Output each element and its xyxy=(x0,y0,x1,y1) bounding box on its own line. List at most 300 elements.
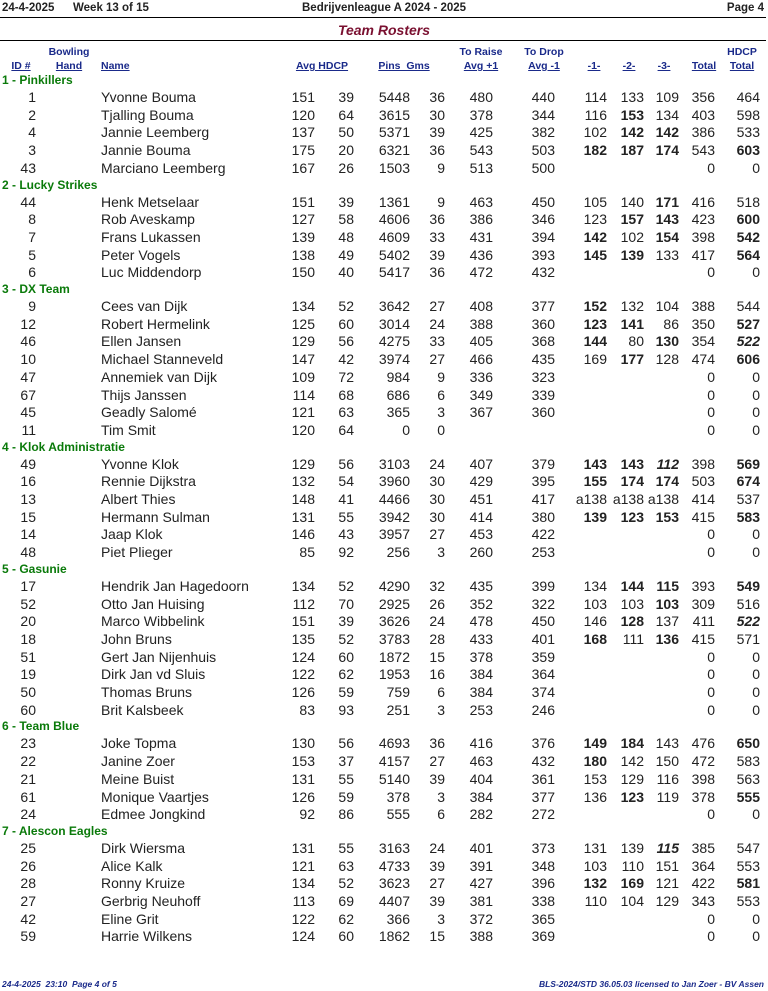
cell-g3: 119 xyxy=(656,788,679,805)
cell-g2: 187 xyxy=(620,142,644,159)
cell-name: Rob Aveskamp xyxy=(101,211,195,228)
cell-drop: 346 xyxy=(531,211,555,228)
cell-htotal: 555 xyxy=(736,788,760,805)
cell-id: 15 xyxy=(20,508,36,525)
player-row xyxy=(0,596,768,614)
cell-name: Piet Plieger xyxy=(101,544,173,561)
cell-avg: 134 xyxy=(291,298,315,314)
player-row xyxy=(0,858,768,876)
cell-pins: 1862 xyxy=(378,928,410,945)
cell-htotal: 533 xyxy=(736,124,760,141)
cell-total: 503 xyxy=(691,473,715,490)
cell-drop: 364 xyxy=(531,666,555,683)
cell-pins: 3783 xyxy=(378,630,410,647)
cell-avg: 120 xyxy=(291,106,315,123)
cell-htotal: 516 xyxy=(736,595,760,612)
cell-total: 0 xyxy=(707,666,715,683)
cell-raise: 384 xyxy=(469,788,493,805)
cell-hdcp: 39 xyxy=(338,193,354,210)
cell-name: Alice Kalk xyxy=(101,857,163,874)
cell-raise: 513 xyxy=(469,159,493,176)
cell-drop: 382 xyxy=(531,124,555,141)
cell-g1: 132 xyxy=(583,875,607,892)
cell-gms: 9 xyxy=(437,368,445,385)
cell-drop: 360 xyxy=(531,404,555,421)
cell-pins: 3626 xyxy=(378,613,410,630)
cell-name: Joke Topma xyxy=(101,735,177,752)
cell-id: 51 xyxy=(20,648,36,665)
cell-g2: 110 xyxy=(621,857,644,874)
cell-pins: 1953 xyxy=(378,666,410,683)
cell-name: Hermann Sulman xyxy=(101,508,210,525)
cell-hdcp: 69 xyxy=(338,893,354,909)
cell-name: Robert Hermelink xyxy=(101,315,210,332)
cell-g2: 139 xyxy=(620,839,644,856)
cell-name: Luc Middendorp xyxy=(101,264,202,281)
cell-raise: 427 xyxy=(469,875,493,892)
cell-drop: 253 xyxy=(531,544,555,561)
cell-id: 42 xyxy=(20,910,36,927)
cell-pins: 4290 xyxy=(378,577,410,594)
cell-raise: 381 xyxy=(469,893,493,909)
cell-id: 26 xyxy=(20,857,36,874)
cell-gms: 3 xyxy=(437,788,445,805)
cell-hdcp: 48 xyxy=(338,228,354,245)
cell-g1: 114 xyxy=(584,89,607,105)
cell-pins: 1872 xyxy=(378,648,410,665)
cell-drop: 377 xyxy=(531,788,555,805)
cell-name: Dirk Jan vd Sluis xyxy=(101,666,206,683)
cell-gms: 27 xyxy=(429,351,445,368)
cell-id: 6 xyxy=(28,264,36,281)
player-row xyxy=(0,840,768,858)
cell-hdcp: 49 xyxy=(338,246,354,263)
cell-htotal: 542 xyxy=(736,228,760,245)
player-row xyxy=(0,875,768,893)
col-game-2: -2- xyxy=(622,60,636,72)
player-row xyxy=(0,229,768,247)
player-row xyxy=(0,666,768,684)
cell-g2: 80 xyxy=(628,333,644,350)
cell-raise: 466 xyxy=(469,351,493,368)
cell-total: 0 xyxy=(707,368,715,385)
cell-name: Tjalling Bouma xyxy=(101,106,194,123)
cell-total: 398 xyxy=(691,770,715,787)
cell-htotal: 0 xyxy=(752,928,760,945)
cell-drop: 394 xyxy=(531,228,555,245)
cell-total: 0 xyxy=(707,264,715,281)
col-bowling-top: Bowling xyxy=(48,46,90,58)
cell-gms: 27 xyxy=(429,298,445,314)
cell-drop: 395 xyxy=(531,473,555,490)
cell-gms: 6 xyxy=(437,684,445,700)
col-drop-top: To Drop xyxy=(524,46,564,58)
cell-avg: 131 xyxy=(291,508,315,525)
cell-raise: 404 xyxy=(469,770,493,787)
cell-id: 13 xyxy=(20,491,36,507)
cell-drop: 396 xyxy=(531,875,555,892)
cell-htotal: 547 xyxy=(736,839,760,856)
cell-htotal: 0 xyxy=(752,264,760,281)
cell-gms: 32 xyxy=(429,577,445,594)
cell-hdcp: 63 xyxy=(338,404,354,421)
cell-raise: 429 xyxy=(469,473,493,490)
cell-drop: 322 xyxy=(531,595,555,612)
cell-name: Dirk Wiersma xyxy=(101,839,185,856)
header-rule xyxy=(0,17,766,18)
cell-gms: 0 xyxy=(437,421,445,438)
cell-total: 0 xyxy=(707,928,715,945)
cell-total: 474 xyxy=(691,351,715,368)
cell-g2: 133 xyxy=(620,89,644,105)
cell-g2: 103 xyxy=(620,595,644,612)
player-row xyxy=(0,124,768,142)
cell-id: 24 xyxy=(20,806,36,823)
cell-raise: 451 xyxy=(469,491,493,507)
team-header: 5 - Gasunie xyxy=(2,561,67,576)
cell-id: 47 xyxy=(20,368,36,385)
cell-g2: 104 xyxy=(620,893,644,909)
cell-hdcp: 62 xyxy=(338,666,354,683)
cell-gms: 27 xyxy=(429,526,445,543)
cell-id: 25 xyxy=(20,839,36,856)
cell-name: Yvonne Bouma xyxy=(101,89,196,105)
cell-g1: 105 xyxy=(583,193,607,210)
cell-name: Geadly Salomé xyxy=(101,404,197,421)
cell-avg: 139 xyxy=(291,228,315,245)
cell-g3: 129 xyxy=(655,893,679,909)
cell-id: 10 xyxy=(20,351,36,368)
cell-g3: 115 xyxy=(656,577,679,594)
cell-gms: 9 xyxy=(437,193,445,210)
cell-htotal: 0 xyxy=(752,421,760,438)
player-row xyxy=(0,684,768,702)
cell-name: Janine Zoer xyxy=(101,753,175,770)
cell-name: Edmee Jongkind xyxy=(101,806,206,823)
cell-raise: 472 xyxy=(469,264,493,281)
cell-raise: 336 xyxy=(469,368,493,385)
cell-id: 14 xyxy=(20,526,36,543)
cell-total: 423 xyxy=(691,211,715,228)
cell-avg: 131 xyxy=(291,770,315,787)
cell-avg: 151 xyxy=(291,193,315,210)
player-row xyxy=(0,298,768,316)
cell-id: 19 xyxy=(20,666,36,683)
cell-gms: 24 xyxy=(429,315,445,332)
cell-raise: 433 xyxy=(469,630,493,647)
col-hdcp-total: Total xyxy=(729,60,755,72)
cell-g1: 155 xyxy=(583,473,607,490)
cell-id: 21 xyxy=(20,770,36,787)
cell-htotal: 598 xyxy=(736,106,760,123)
cell-hdcp: 60 xyxy=(338,315,354,332)
cell-name: Albert Thies xyxy=(101,491,176,507)
cell-htotal: 583 xyxy=(736,753,760,770)
cell-avg: 122 xyxy=(291,910,315,927)
cell-total: 411 xyxy=(692,613,715,630)
cell-gms: 3 xyxy=(437,544,445,561)
col-game-3: -3- xyxy=(657,60,671,72)
cell-htotal: 553 xyxy=(736,893,760,909)
cell-avg: 83 xyxy=(299,701,315,718)
cell-drop: 401 xyxy=(531,630,555,647)
cell-name: Cees van Dijk xyxy=(101,298,188,314)
player-row xyxy=(0,893,768,911)
cell-htotal: 600 xyxy=(736,211,760,228)
col-raise: Avg +1 xyxy=(463,60,499,72)
player-row xyxy=(0,316,768,334)
cell-hdcp: 43 xyxy=(338,526,354,543)
cell-drop: 432 xyxy=(531,753,555,770)
cell-gms: 28 xyxy=(429,630,445,647)
cell-avg: 129 xyxy=(291,333,315,350)
cell-drop: 380 xyxy=(531,508,555,525)
cell-g3: 128 xyxy=(655,351,679,368)
cell-gms: 15 xyxy=(429,648,445,665)
cell-hdcp: 52 xyxy=(338,630,354,647)
cell-gms: 26 xyxy=(429,595,445,612)
player-row xyxy=(0,806,768,824)
cell-g2: 140 xyxy=(620,193,644,210)
cell-g2: 123 xyxy=(620,508,644,525)
cell-drop: 246 xyxy=(531,701,555,718)
cell-avg: 167 xyxy=(291,159,315,176)
cell-g1: 110 xyxy=(584,893,607,909)
cell-g2: 144 xyxy=(620,577,644,594)
cell-hdcp: 39 xyxy=(338,89,354,105)
cell-raise: 478 xyxy=(469,613,493,630)
cell-id: 1 xyxy=(28,89,36,105)
cell-g3: 121 xyxy=(655,875,679,892)
cell-hdcp: 42 xyxy=(338,351,354,368)
cell-raise: 378 xyxy=(469,106,493,123)
cell-hdcp: 54 xyxy=(338,473,354,490)
cell-g3: 150 xyxy=(655,753,679,770)
cell-g2: 129 xyxy=(620,770,644,787)
cell-g2: 169 xyxy=(620,875,644,892)
page-number: Page 4 xyxy=(726,2,764,14)
cell-g2: 123 xyxy=(620,788,644,805)
cell-pins: 6321 xyxy=(378,142,410,159)
cell-pins: 3642 xyxy=(378,298,410,314)
cell-g3: 151 xyxy=(655,857,679,874)
cell-htotal: 522 xyxy=(736,613,760,630)
cell-id: 49 xyxy=(20,455,36,472)
cell-gms: 39 xyxy=(429,770,445,787)
player-row xyxy=(0,789,768,807)
cell-g1: 143 xyxy=(583,455,607,472)
team-header: 7 - Alescon Eagles xyxy=(2,823,108,838)
cell-g2: a138 xyxy=(612,491,644,507)
cell-pins: 5371 xyxy=(378,124,410,141)
player-row xyxy=(0,911,768,929)
cell-raise: 407 xyxy=(469,455,493,472)
cell-avg: 124 xyxy=(291,928,315,945)
cell-pins: 4606 xyxy=(378,211,410,228)
cell-pins: 984 xyxy=(386,368,410,385)
cell-gms: 30 xyxy=(429,508,445,525)
cell-raise: 367 xyxy=(469,404,493,421)
cell-htotal: 0 xyxy=(752,526,760,543)
col-id: ID # xyxy=(11,60,31,72)
cell-gms: 36 xyxy=(429,142,445,159)
cell-gms: 30 xyxy=(429,106,445,123)
cell-pins: 3942 xyxy=(378,508,410,525)
cell-drop: 376 xyxy=(531,735,555,752)
cell-pins: 2925 xyxy=(378,595,410,612)
cell-drop: 365 xyxy=(531,910,555,927)
cell-name: Brit Kalsbeek xyxy=(101,701,184,718)
cell-avg: 122 xyxy=(291,666,315,683)
cell-hdcp: 93 xyxy=(338,701,354,718)
cell-hdcp: 68 xyxy=(338,386,354,403)
cell-drop: 374 xyxy=(531,684,555,700)
cell-name: Jannie Bouma xyxy=(101,142,191,159)
cell-avg: 151 xyxy=(291,89,315,105)
player-row xyxy=(0,649,768,667)
cell-id: 7 xyxy=(28,228,36,245)
col-raise-top: To Raise xyxy=(459,46,503,58)
cell-g1: 149 xyxy=(583,735,607,752)
cell-avg: 124 xyxy=(291,648,315,665)
cell-total: 398 xyxy=(691,228,715,245)
player-row xyxy=(0,142,768,160)
cell-total: 415 xyxy=(691,630,715,647)
cell-id: 46 xyxy=(20,333,36,350)
cell-name: Rennie Dijkstra xyxy=(101,473,196,490)
cell-drop: 338 xyxy=(531,893,555,909)
cell-avg: 148 xyxy=(291,491,315,507)
cell-pins: 4693 xyxy=(378,735,410,752)
cell-g1: 168 xyxy=(583,630,607,647)
cell-hdcp: 55 xyxy=(338,839,354,856)
cell-htotal: 537 xyxy=(736,491,760,507)
cell-raise: 543 xyxy=(469,142,493,159)
cell-htotal: 527 xyxy=(736,315,760,332)
cell-gms: 24 xyxy=(429,839,445,856)
col-pins-gms: Pins Gms xyxy=(378,60,430,72)
cell-raise: 388 xyxy=(469,315,493,332)
col-avg-hdcp: Avg HDCP xyxy=(295,60,349,72)
cell-id: 52 xyxy=(20,595,36,612)
player-row xyxy=(0,702,768,720)
cell-drop: 344 xyxy=(531,106,555,123)
cell-g3: 103 xyxy=(655,595,679,612)
cell-total: 398 xyxy=(691,455,715,472)
cell-pins: 686 xyxy=(386,386,410,403)
cell-name: Michael Stanneveld xyxy=(101,351,224,368)
cell-total: 0 xyxy=(707,544,715,561)
cell-hdcp: 56 xyxy=(338,735,354,752)
cell-drop: 422 xyxy=(531,526,555,543)
cell-g2: 128 xyxy=(620,613,644,630)
cell-id: 61 xyxy=(20,788,36,805)
cell-name: Meine Buist xyxy=(101,770,175,787)
team-header: 3 - DX Team xyxy=(2,282,70,296)
cell-avg: 137 xyxy=(291,124,315,141)
cell-id: 17 xyxy=(20,577,36,594)
cell-g1: 142 xyxy=(583,228,607,245)
cell-gms: 36 xyxy=(429,264,445,281)
cell-pins: 365 xyxy=(386,404,410,421)
cell-g1: 169 xyxy=(583,351,607,368)
cell-drop: 399 xyxy=(531,577,555,594)
player-row xyxy=(0,631,768,649)
cell-name: Thijs Janssen xyxy=(101,386,187,403)
cell-gms: 3 xyxy=(437,910,445,927)
cell-avg: 138 xyxy=(291,246,315,263)
cell-drop: 450 xyxy=(531,613,555,630)
cell-raise: 416 xyxy=(469,735,493,752)
cell-drop: 440 xyxy=(531,89,555,105)
cell-hdcp: 59 xyxy=(338,788,354,805)
cell-avg: 126 xyxy=(291,684,315,700)
cell-htotal: 553 xyxy=(736,857,760,874)
cell-avg: 113 xyxy=(292,893,315,909)
cell-hdcp: 86 xyxy=(338,806,354,823)
cell-htotal: 583 xyxy=(736,508,760,525)
cell-drop: 360 xyxy=(531,315,555,332)
cell-hdcp: 55 xyxy=(338,508,354,525)
cell-raise: 480 xyxy=(469,89,493,105)
cell-htotal: 674 xyxy=(736,473,760,490)
cell-htotal: 549 xyxy=(736,577,760,594)
col-game-1: -1- xyxy=(587,60,601,72)
cell-pins: 4466 xyxy=(378,491,410,507)
cell-g2: 157 xyxy=(620,211,644,228)
cell-drop: 417 xyxy=(531,491,555,507)
cell-pins: 3957 xyxy=(378,526,410,543)
cell-pins: 3960 xyxy=(378,473,410,490)
cell-hdcp: 50 xyxy=(338,124,354,141)
cell-drop: 379 xyxy=(531,455,555,472)
team-header: 1 - Pinkillers xyxy=(2,73,73,87)
cell-raise: 431 xyxy=(469,228,493,245)
cell-hdcp: 60 xyxy=(338,648,354,665)
cell-raise: 384 xyxy=(469,666,493,683)
cell-drop: 368 xyxy=(531,333,555,350)
cell-g3: 143 xyxy=(655,211,679,228)
cell-g2: 111 xyxy=(622,630,644,647)
cell-name: Harrie Wilkens xyxy=(101,928,193,945)
cell-total: 414 xyxy=(691,491,715,507)
cell-name: Monique Vaartjes xyxy=(101,788,209,805)
cell-raise: 453 xyxy=(469,526,493,543)
cell-htotal: 518 xyxy=(736,193,760,210)
cell-g2: 177 xyxy=(620,351,644,368)
cell-raise: 253 xyxy=(469,701,493,718)
cell-name: Gerbrig Neuhoff xyxy=(101,893,201,909)
player-row xyxy=(0,107,768,125)
cell-id: 16 xyxy=(20,473,36,490)
cell-pins: 5448 xyxy=(378,89,410,105)
cell-total: 476 xyxy=(691,735,715,752)
cell-avg: 150 xyxy=(291,264,315,281)
cell-gms: 39 xyxy=(429,857,445,874)
cell-avg: 121 xyxy=(291,404,315,421)
cell-id: 45 xyxy=(20,404,36,421)
col-bowling-hand: Hand xyxy=(55,60,83,72)
player-row xyxy=(0,578,768,596)
cell-avg: 127 xyxy=(291,211,315,228)
cell-pins: 3163 xyxy=(378,839,410,856)
cell-pins: 256 xyxy=(386,544,410,561)
cell-drop: 272 xyxy=(531,806,555,823)
cell-pins: 4407 xyxy=(378,893,410,909)
cell-drop: 435 xyxy=(531,351,555,368)
cell-avg: 121 xyxy=(291,857,315,874)
cell-gms: 24 xyxy=(429,613,445,630)
